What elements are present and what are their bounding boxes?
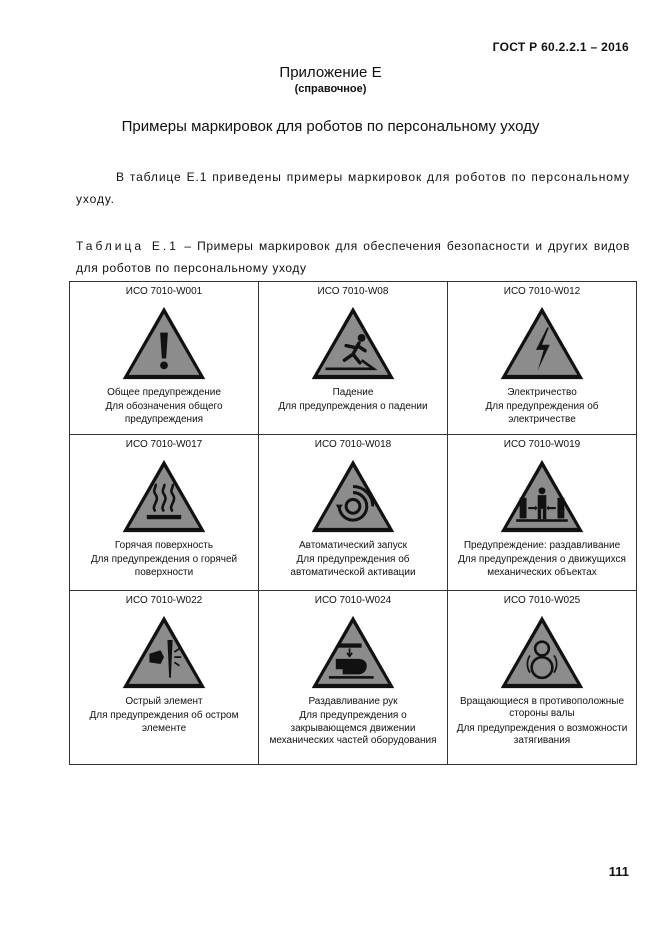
sign-name: Горячая поверхность bbox=[114, 539, 214, 551]
standard-code: ГОСТ Р 60.2.2.1 – 2016 bbox=[492, 40, 629, 54]
sign-name: Автоматический запуск bbox=[298, 539, 408, 551]
sign-name: Предупреждение: раздавливание bbox=[463, 539, 621, 551]
sign-name: Острый элемент bbox=[125, 695, 203, 707]
table-row bbox=[70, 282, 637, 435]
sign-description: Для обозначения общего предупреждения bbox=[105, 401, 223, 425]
table-caption-text: – Примеры маркировок для обеспечения безопасности и других видов для роботов по персональному уходу bbox=[76, 239, 630, 275]
table-cell bbox=[448, 591, 637, 765]
table-caption bbox=[76, 235, 630, 279]
falling-person-icon bbox=[310, 305, 396, 381]
sign-name: Раздавливание рук bbox=[308, 695, 398, 707]
sign-code: ИСО 7010-W025 bbox=[503, 595, 581, 606]
sign-name: Падение bbox=[332, 386, 374, 398]
sign-code: ИСО 7010-W012 bbox=[503, 286, 581, 297]
sign-code: ИСО 7010-W024 bbox=[314, 595, 392, 606]
sign-description: Для предупреждения о движущихся механических объектах bbox=[458, 554, 626, 578]
sign-code: ИСО 7010-W022 bbox=[125, 595, 203, 606]
page-number: 111 bbox=[608, 864, 629, 879]
sign-description: Для предупреждения об автоматической активации bbox=[290, 554, 416, 578]
table-row bbox=[70, 435, 637, 591]
appendix-title: Приложение Е bbox=[279, 64, 382, 81]
sign-code: ИСО 7010-W019 bbox=[503, 439, 581, 450]
lightning-bolt-icon bbox=[499, 305, 585, 381]
sign-description: Для предупреждения о закрывающемся движении механических частей оборудования bbox=[269, 710, 437, 746]
sign-description: Для предупреждения об электричестве bbox=[485, 401, 599, 425]
sign-name: Вращающиеся в противоположные стороны валы bbox=[459, 695, 625, 719]
intro-paragraph: В таблице Е.1 приведены примеры маркировок для роботов по персональному уходу. bbox=[76, 170, 630, 206]
crushing-hands-icon bbox=[310, 614, 396, 690]
table-cell bbox=[448, 282, 637, 435]
sign-code: ИСО 7010-W018 bbox=[314, 439, 392, 450]
table-caption-label: Таблица Е.1 bbox=[76, 239, 179, 253]
table-cell bbox=[259, 282, 448, 435]
sign-description: Для предупреждения о возможности затягивания bbox=[456, 722, 628, 746]
table-row bbox=[70, 591, 637, 765]
table-cell bbox=[70, 591, 259, 765]
crushing-icon bbox=[499, 458, 585, 534]
table-cell bbox=[259, 591, 448, 765]
hot-surface-icon bbox=[121, 458, 207, 534]
table-cell bbox=[448, 435, 637, 591]
appendix-subtitle: (справочное) bbox=[294, 83, 367, 95]
sign-description: Для предупреждения о падении bbox=[278, 401, 428, 412]
exclamation-icon bbox=[121, 305, 207, 381]
sign-code: ИСО 7010-W08 bbox=[317, 286, 389, 297]
sharp-element-icon bbox=[121, 614, 207, 690]
table-cell bbox=[70, 282, 259, 435]
sign-description: Для предупреждения о горячей поверхности bbox=[90, 554, 238, 578]
table-cell bbox=[259, 435, 448, 591]
warning-signs-table bbox=[69, 281, 637, 765]
sign-code: ИСО 7010-W017 bbox=[125, 439, 203, 450]
sign-code: ИСО 7010-W001 bbox=[125, 286, 203, 297]
automatic-start-icon bbox=[310, 458, 396, 534]
counter-rotating-rollers-icon bbox=[499, 614, 585, 690]
sign-description: Для предупреждения об остром элементе bbox=[89, 710, 239, 734]
section-title: Примеры маркировок для роботов по персональному уходу bbox=[121, 118, 540, 135]
sign-name: Электричество bbox=[507, 386, 577, 398]
sign-name: Общее предупреждение bbox=[107, 386, 221, 398]
table-cell bbox=[70, 435, 259, 591]
